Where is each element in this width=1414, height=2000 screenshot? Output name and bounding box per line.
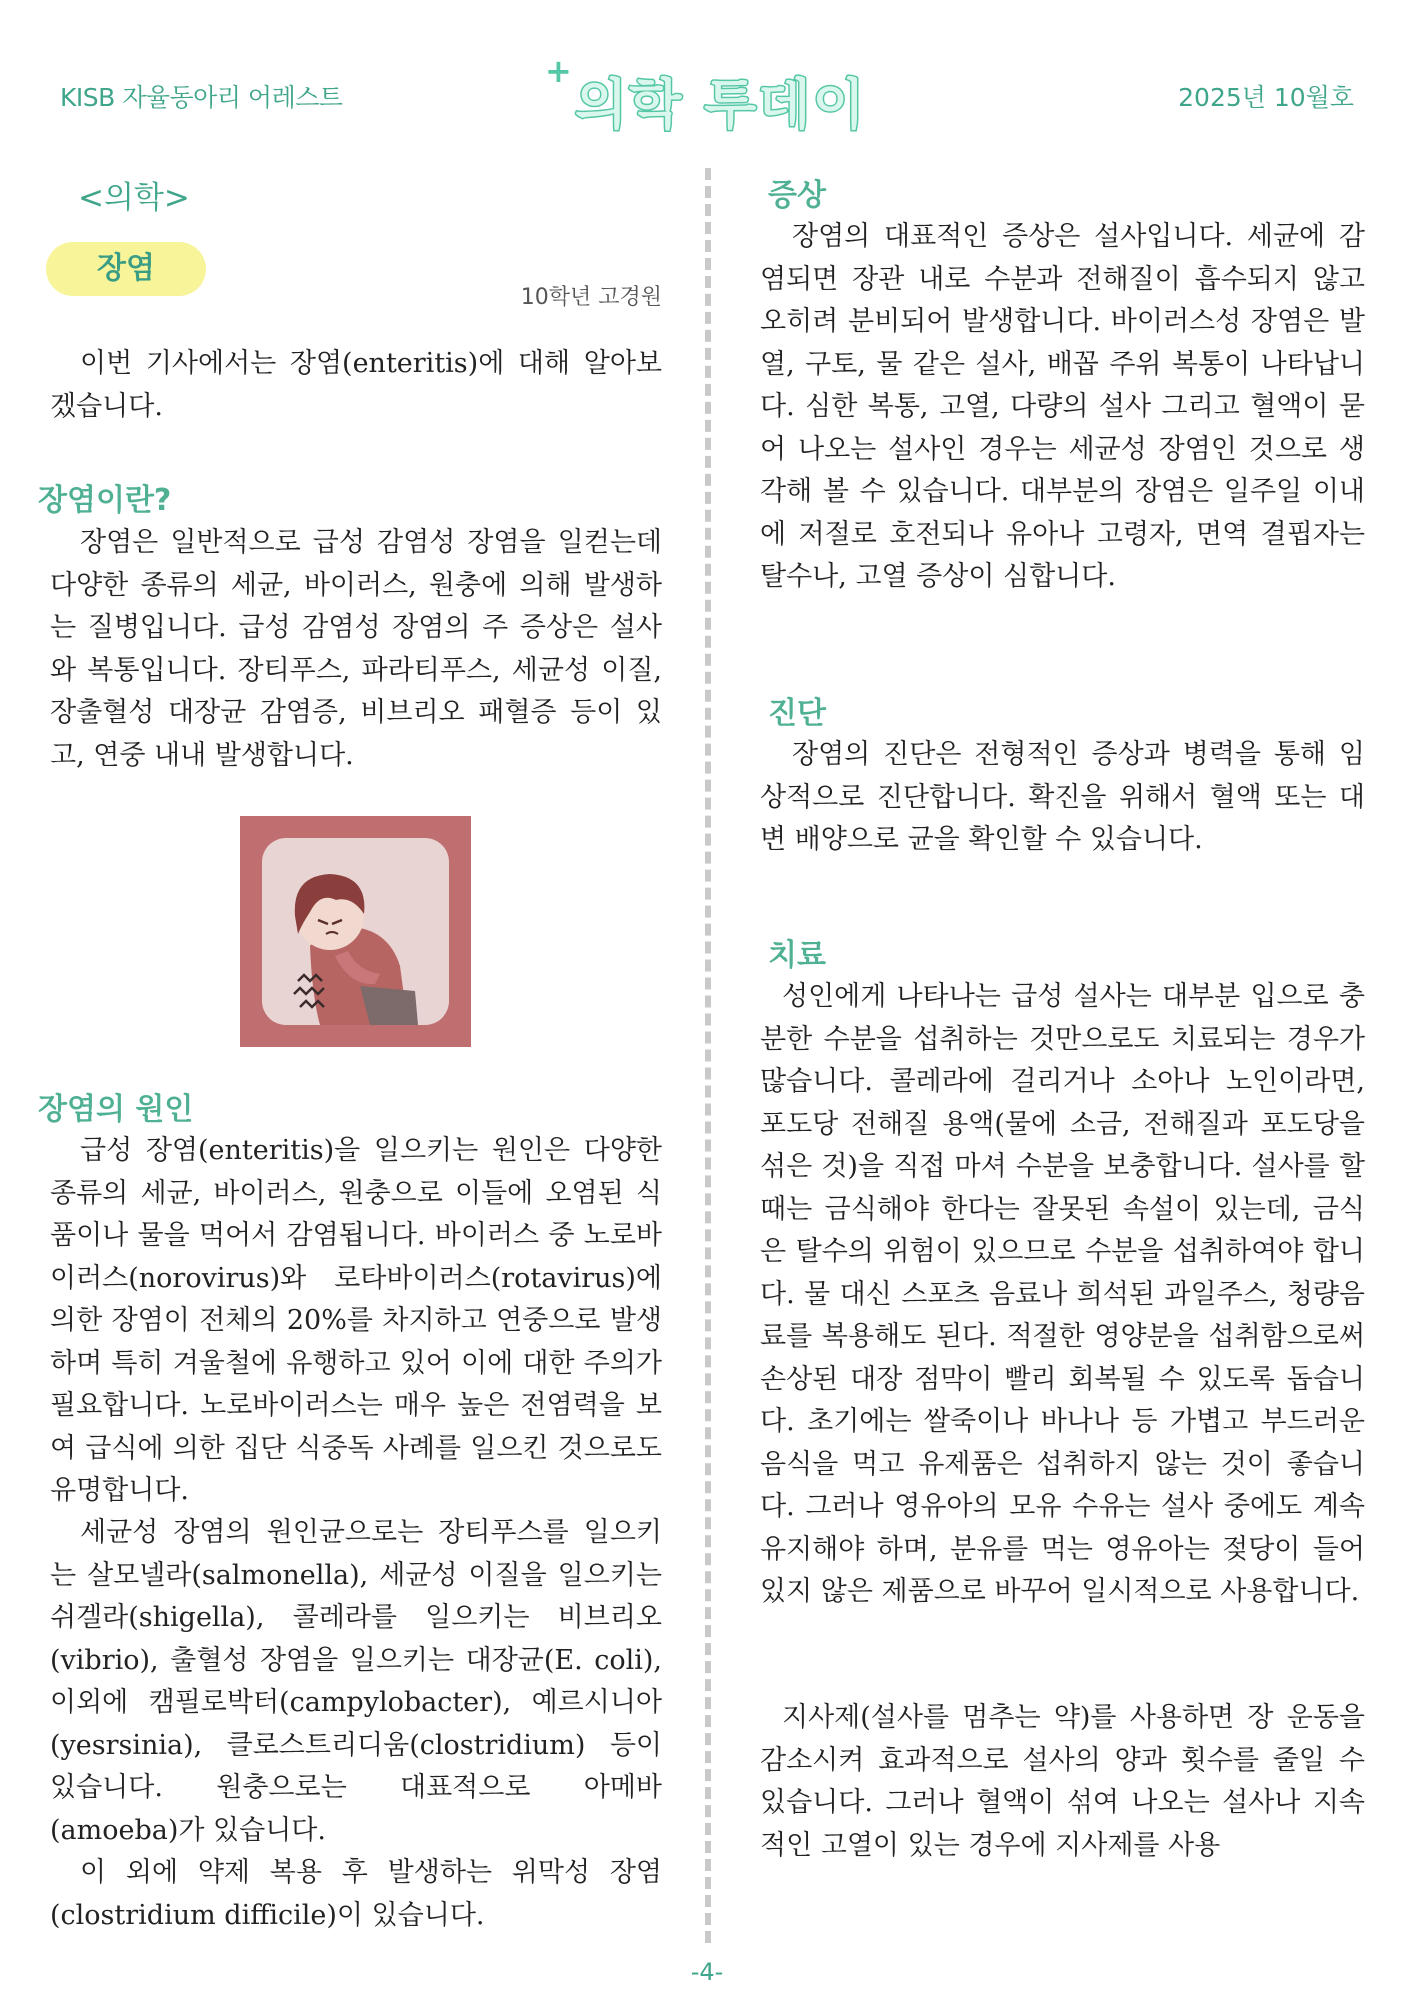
heading-causes: 장염의 원인	[38, 1092, 194, 1127]
treatment-paragraph-2: 지사제(설사를 멈추는 약)를 사용하면 장 운동을 감소시켜 효과적으로 설사의 양과 횟수를 줄일 수 있습니다. 그러나 혈액이 섞여 나오는 설사나 지속적인 고열이 있는 경우에 지사제를 사용	[760, 1702, 1365, 1861]
causes-paragraph-2: 세균성 장염의 원인균으로는 장티푸스를 일으키는 살모넬라(salmonella), 세균성 이질을 일으키는 쉬겔라(shigella), 콜레라를 일으키는 비브리오(vibrio), 출혈성 장염을 일으키는 대장균(E. coli), 이외에 캠필로박터(campylobacter), 예르시니아(yesrsinia), 클로스트리디움(clostridium) 등이 있습니다. 원충으로는 대표적으로 아메바 (amoeba)가 있습니다.	[50, 1517, 662, 1846]
symptoms-paragraph: 장염의 대표적인 증상은 설사입니다. 세균에 감염되면 장관 내로 수분과 전해질이 흡수되지 않고 오히려 분비되어 발생합니다. 바이러스성 장염은 발열, 구토, 물 같은 설사, 배꼽 주위 복통이 나타납니다. 심한 복통, 고열, 다량의 설사 그리고 혈액이 묻어 나오는 설사인 경우는 세균성 장염인 것으로 생각해 볼 수 있습니다. 대부분의 장염은 일주일 이내에 저절로 호전되나 유아나 고령자, 면역 결핍자는 탈수나, 고열 증상이 심합니다.	[760, 221, 1365, 592]
club-name: KISB 자율동아리 어레스트	[60, 83, 343, 112]
intro-paragraph: 이번 기사에서는 장염(enteritis)에 대해 알아보겠습니다.	[50, 348, 662, 422]
heading-symptoms: 증상	[768, 178, 826, 213]
illustration-stomachache	[240, 816, 471, 1047]
magazine-logo	[545, 52, 875, 136]
causes-paragraph-3: 이 외에 약제 복용 후 발생하는 위막성 장염(clostridium difficile)이 있습니다.	[50, 1857, 662, 1931]
heading-diagnosis: 진단	[768, 696, 826, 731]
page-number: -4-	[690, 1958, 724, 1986]
author-byline: 10학년 고경원	[520, 285, 662, 310]
article-title: 장염	[46, 242, 206, 296]
heading-what-is: 장염이란?	[38, 483, 172, 518]
diagnosis-paragraph: 장염의 진단은 전형적인 증상과 병력을 통해 임상적으로 진단합니다. 확진을 위해서 혈액 또는 대변 배양으로 균을 확인할 수 있습니다.	[760, 739, 1365, 855]
plus-icon: +	[545, 52, 572, 90]
causes-paragraph-1: 급성 장염(enteritis)을 일으키는 원인은 다양한 종류의 세균, 바이러스, 원충으로 이들에 오염된 식품이나 물을 먹어서 감염됩니다. 바이러스 중 노로바이러스(norovirus)와 로타바이러스(rotavirus)에 의한 장염이 전체의 20%를 차지하고 연중으로 발생하며 특히 겨울철에 유행하고 있어 이에 대한 주의가 필요합니다. 노로바이러스는 매우 높은 전염력을 보여 급식에 의한 집단 식중독 사례를 일으킨 것으로도 유명합니다.	[50, 1135, 662, 1506]
treatment-paragraph-1: 성인에게 나타나는 급성 설사는 대부분 입으로 충분한 수분을 섭취하는 것만으로도 치료되는 경우가 많습니다. 콜레라에 걸리거나 소아나 노인이라면, 포도당 전해질 용액(물에 소금, 전해질과 포도당을 섞은 것)을 직접 마셔 수분을 보충합니다. 설사를 할 때는 금식해야 한다는 잘못된 속설이 있는데, 금식은 탈수의 위험이 있으므로 수분을 섭취하여야 합니다. 물 대신 스포츠 음료나 희석된 과일주스, 청량음료를 복용해도 된다. 적절한 영양분을 섭취함으로써 손상된 대장 점막이 빨리 회복될 수 있도록 돕습니다. 초기에는 쌀죽이나 바나나 등 가볍고 부드러운 음식을 먹고 유제품은 섭취하지 않는 것이 좋습니다. 그러나 영유아의 모유 수유는 설사 중에도 계속 유지해야 하며, 분유를 먹는 영유아는 젖당이 들어 있지 않은 제품으로 바꾸어 일시적으로 사용합니다.	[760, 981, 1365, 1607]
what-is-paragraph: 장염은 일반적으로 급성 감염성 장염을 일컫는데 다양한 종류의 세균, 바이러스, 원충에 의해 발생하는 질병입니다. 급성 감염성 장염의 주 증상은 설사와 복통입니다. 장티푸스, 파라티푸스, 세균성 이질, 장출혈성 대장균 감염증, 비브리오 패혈증 등이 있고, 연중 내내 발생합니다.	[50, 527, 662, 771]
column-divider	[705, 168, 711, 1943]
magazine-title: 의학 투데이	[575, 73, 867, 136]
issue-date: 2025년 10월호	[1178, 83, 1354, 112]
category-label: <의학>	[78, 180, 190, 216]
stomachache-icon	[240, 816, 471, 1047]
heading-treatment: 치료	[768, 938, 826, 973]
